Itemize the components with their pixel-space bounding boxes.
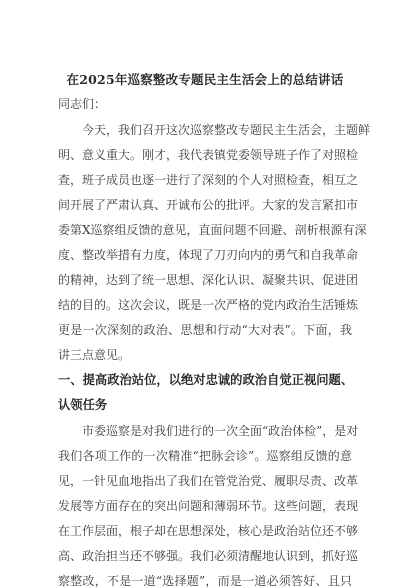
paragraph-line: 讲三点意见。 (58, 348, 131, 362)
section-heading-line: 认领任务 (58, 397, 108, 412)
paragraph-line: 结的目的。这次会议，既是一次严格的党内政治生活锤炼 (58, 298, 359, 312)
paragraph-line: 市委巡察是对我们进行的一次全面“政治体检”，是对 (82, 424, 359, 438)
salutation: 同志们： (58, 97, 107, 111)
paragraph-line: 委第X巡察组反馈的意见，直面问题不回避、剖析根源有深 (58, 223, 367, 237)
paragraph-line: 度、整改举措有力度，体现了刀刃向内的勇气和自我革命 (58, 248, 359, 262)
section-heading-line: 一、提高政治站位，以绝对忠诚的政治自觉正视问题、 (58, 372, 354, 387)
paragraph-line: 今天，我们召开这次巡察整改专题民主生活会，主题鲜 (82, 123, 371, 137)
paragraph-line: 间开展了严肃认真、开诚布公的批评。大家的发言紧扣市 (58, 198, 359, 212)
paragraph-line: 在工作层面，根子却在思想深处，核心是政治站位还不够 (58, 524, 359, 538)
document-title: 在2025年巡察整改专题民主生活会上的总结讲话 (66, 72, 344, 87)
paragraph-line: 查，班子成员也逐一进行了深刻的个人对照检查，相互之 (58, 173, 359, 187)
paragraph-line: 我们各项工作的一次精准“把脉会诊”。巡察组反馈的意 (58, 449, 352, 463)
paragraph-line: 察整改，不是一道“选择题”，而是一道必须答好、且只 (58, 574, 352, 588)
paragraph-line: 明、意义重大。刚才，我代表镇党委领导班子作了对照检 (58, 148, 359, 162)
paragraph-line: 发展等方面存在的突出问题和薄弱环节。这些问题，表现 (58, 499, 359, 513)
paragraph-line: 更是一次深刻的政治、思想和行动“大对表”。下面，我 (58, 323, 352, 337)
paragraph-line: 的精神，达到了统一思想、深化认识、凝聚共识、促进团 (58, 273, 359, 287)
paragraph-line: 见，一针见血地指出了我们在管党治党、履职尽责、改革 (58, 474, 359, 488)
paragraph-line: 高、政治担当还不够强。我们必须清醒地认识到，抓好巡 (58, 549, 359, 563)
